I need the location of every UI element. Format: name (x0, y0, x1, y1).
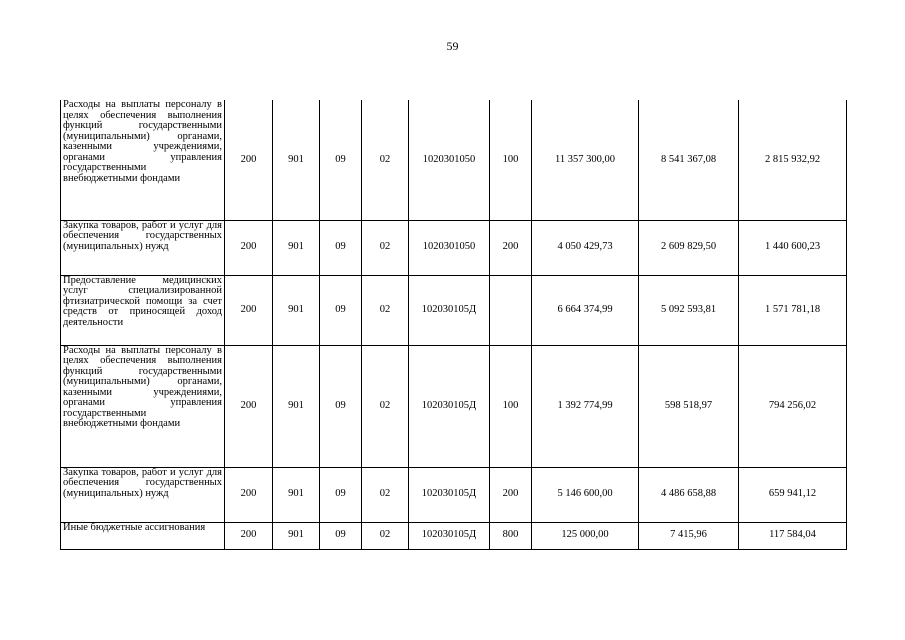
cell-code-4: 02 (362, 275, 409, 345)
cell-code-3: 09 (320, 100, 362, 220)
cell-code-6: 800 (490, 522, 532, 549)
cell-value-1: 5 146 600,00 (532, 467, 639, 522)
cell-value-1: 4 050 429,73 (532, 220, 639, 275)
table-row (61, 275, 847, 345)
budget-table (60, 100, 847, 550)
table-row (61, 345, 847, 467)
row-description: Иные бюджетные ассигнования (61, 522, 225, 549)
row-description: Расходы на выплаты персоналу в целях обеспечения выполнения функций государственными (муниципальными) органами, казенными учреждениями, органами управления государственными внебюджетными фондами (61, 100, 225, 220)
cell-code-2: 901 (273, 220, 320, 275)
cell-value-1: 11 357 300,00 (532, 100, 639, 220)
cell-code-5: 102030105Д (409, 275, 490, 345)
cell-code-6: 200 (490, 467, 532, 522)
cell-code-5: 102030105Д (409, 467, 490, 522)
cell-code-1: 200 (225, 522, 273, 549)
cell-code-2: 901 (273, 275, 320, 345)
cell-code-5: 1020301050 (409, 220, 490, 275)
table-row (61, 220, 847, 275)
cell-code-5: 102030105Д (409, 345, 490, 467)
cell-value-3: 794 256,02 (739, 345, 847, 467)
cell-value-1: 1 392 774,99 (532, 345, 639, 467)
cell-code-4: 02 (362, 345, 409, 467)
cell-code-2: 901 (273, 100, 320, 220)
cell-code-4: 02 (362, 220, 409, 275)
cell-code-6: 100 (490, 345, 532, 467)
cell-value-2: 7 415,96 (639, 522, 739, 549)
table-row (61, 100, 847, 220)
cell-code-6 (490, 275, 532, 345)
cell-code-2: 901 (273, 345, 320, 467)
cell-code-6: 200 (490, 220, 532, 275)
cell-value-2: 8 541 367,08 (639, 100, 739, 220)
table-row (61, 467, 847, 522)
cell-code-3: 09 (320, 467, 362, 522)
cell-value-3: 1 571 781,18 (739, 275, 847, 345)
cell-code-4: 02 (362, 467, 409, 522)
row-description: Закупка товаров, работ и услуг для обеспечения государственных (муниципальных) нужд (61, 467, 225, 522)
cell-value-3: 1 440 600,23 (739, 220, 847, 275)
cell-value-2: 2 609 829,50 (639, 220, 739, 275)
cell-code-3: 09 (320, 275, 362, 345)
row-description: Расходы на выплаты персоналу в целях обеспечения выполнения функций государственными (муниципальными) органами, казенными учреждениями, органами управления государственными внебюджетными фондами (61, 345, 225, 467)
cell-value-2: 598 518,97 (639, 345, 739, 467)
cell-code-3: 09 (320, 220, 362, 275)
cell-value-2: 4 486 658,88 (639, 467, 739, 522)
cell-code-5: 102030105Д (409, 522, 490, 549)
row-description: Закупка товаров, работ и услуг для обеспечения государственных (муниципальных) нужд (61, 220, 225, 275)
cell-code-3: 09 (320, 522, 362, 549)
cell-value-1: 125 000,00 (532, 522, 639, 549)
cell-value-1: 6 664 374,99 (532, 275, 639, 345)
cell-code-1: 200 (225, 467, 273, 522)
cell-value-2: 5 092 593,81 (639, 275, 739, 345)
page-number: 59 (446, 39, 459, 53)
cell-code-3: 09 (320, 345, 362, 467)
cell-code-1: 200 (225, 345, 273, 467)
cell-code-2: 901 (273, 467, 320, 522)
cell-value-3: 117 584,04 (739, 522, 847, 549)
table-row (61, 522, 847, 549)
cell-code-6: 100 (490, 100, 532, 220)
cell-code-1: 200 (225, 275, 273, 345)
cell-value-3: 659 941,12 (739, 467, 847, 522)
cell-code-1: 200 (225, 100, 273, 220)
cell-code-4: 02 (362, 100, 409, 220)
cell-code-2: 901 (273, 522, 320, 549)
row-description: Предоставление медицинских услуг специализированной фтизиатрической помощи за счет средств от приносящей доход деятельности (61, 275, 225, 345)
cell-value-3: 2 815 932,92 (739, 100, 847, 220)
cell-code-4: 02 (362, 522, 409, 549)
cell-code-5: 1020301050 (409, 100, 490, 220)
cell-code-1: 200 (225, 220, 273, 275)
